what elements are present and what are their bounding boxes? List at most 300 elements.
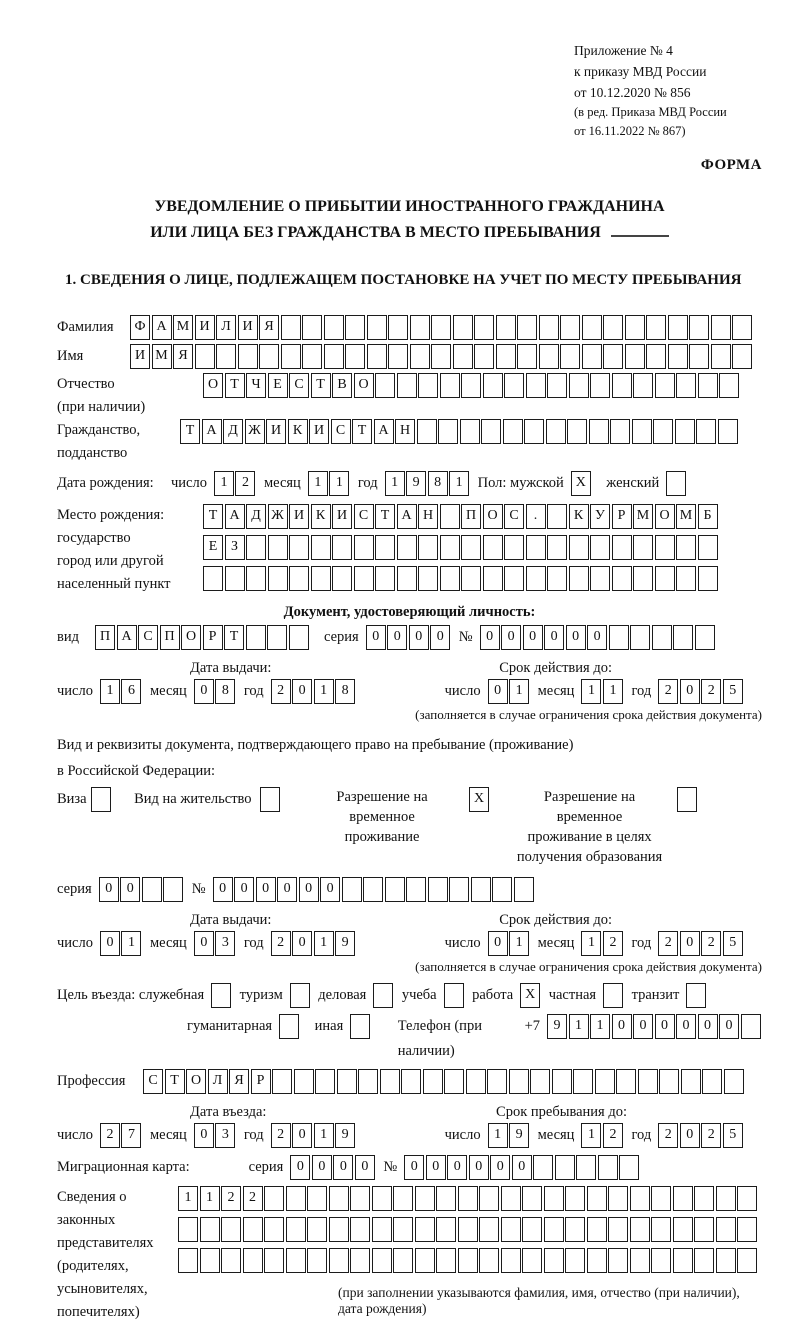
form-cell: 6: [121, 679, 141, 704]
form-cell: [633, 566, 653, 591]
form-cell: И: [266, 419, 286, 444]
migr-nomer-cells: [404, 1155, 641, 1180]
form-cell: И: [289, 504, 309, 529]
form-cell: [565, 1248, 585, 1273]
form-cell: [225, 566, 245, 591]
form-cell: [677, 787, 697, 812]
citizenship-cells: [180, 419, 739, 444]
form-cell: И: [238, 315, 258, 340]
purpose-private-checkbox: [603, 983, 625, 1008]
form-cell: [324, 344, 344, 369]
form-cell: С: [504, 504, 524, 529]
form-cell: [686, 983, 706, 1008]
form-cell: [307, 1217, 327, 1242]
form-cell: [651, 1217, 671, 1242]
form-cell: [243, 1248, 263, 1273]
form-cell: [449, 877, 469, 902]
form-cell: [268, 566, 288, 591]
form-cell: [474, 344, 494, 369]
form-cell: [268, 535, 288, 560]
form-cell: 9: [335, 931, 355, 956]
form-cell: 5: [723, 679, 743, 704]
form-cell: [547, 566, 567, 591]
rvp-education-option: [511, 787, 699, 867]
form-cell: [350, 1248, 370, 1273]
form-cell: 0: [612, 1014, 632, 1039]
form-cell: 5: [723, 931, 743, 956]
phone-prefix: +7: [524, 1018, 540, 1034]
form-cell: [569, 566, 589, 591]
form-cell: [350, 1186, 370, 1211]
form-cell: Ж: [245, 419, 265, 444]
form-cell: Я: [173, 344, 193, 369]
year-label: год: [631, 935, 652, 951]
form-cell: 0: [430, 625, 450, 650]
doc-dates-row: [57, 679, 762, 704]
form-cell: [504, 566, 524, 591]
permit-issue-date-label: Дата выдачи:: [190, 912, 272, 928]
form-cell: [393, 1217, 413, 1242]
form-cell: 0: [194, 1123, 214, 1148]
form-cell: [397, 373, 417, 398]
form-cell: 2: [701, 931, 721, 956]
patronymic-row: [57, 373, 762, 419]
form-cell: [267, 625, 287, 650]
form-cell: 0: [698, 1014, 718, 1039]
permit-valid-day-cells: [488, 931, 531, 956]
form-cell: 1: [214, 471, 234, 496]
form-cell: Е: [203, 535, 223, 560]
form-cell: [289, 566, 309, 591]
form-cell: [444, 983, 464, 1008]
form-cell: [612, 566, 632, 591]
form-cell: 2: [271, 931, 291, 956]
form-cell: С: [331, 419, 351, 444]
form-cell: [221, 1248, 241, 1273]
form-cell: 0: [299, 877, 319, 902]
form-cell: [555, 1155, 575, 1180]
requisite-line: Приложение № 4: [574, 43, 673, 58]
form-cell: [289, 625, 309, 650]
id-document-heading: Документ, удостоверяющий личность:: [283, 604, 536, 620]
form-cell: О: [186, 1069, 206, 1094]
birth-date-row: [57, 471, 762, 496]
form-cell: [372, 1217, 392, 1242]
purpose-private-label: частная: [548, 987, 597, 1003]
doc-type-cells: [95, 625, 310, 650]
year-label: год: [631, 1127, 652, 1143]
form-cell: [651, 1248, 671, 1273]
form-cell: А: [225, 504, 245, 529]
purpose-business-checkbox: [373, 983, 395, 1008]
purpose-official-label: Цель въезда: служебная: [57, 987, 205, 1003]
form-cell: [279, 1014, 299, 1039]
form-cell: X: [520, 983, 540, 1008]
form-cell: [630, 625, 650, 650]
permit-valid-month-cells: [581, 931, 624, 956]
form-cell: 0: [490, 1155, 510, 1180]
form-cell: Т: [224, 625, 244, 650]
birthplace-cells-row3: [203, 566, 719, 591]
form-cell: [666, 471, 686, 496]
name-label: Имя: [57, 348, 84, 364]
doc-nomer-cells: [480, 625, 717, 650]
form-cell: Я: [229, 1069, 249, 1094]
representatives-cells-block: [178, 1186, 762, 1317]
form-cell: [375, 373, 395, 398]
form-cell: [698, 535, 718, 560]
form-cell: [517, 315, 537, 340]
form-cell: [367, 344, 387, 369]
representatives-cells-row2: [178, 1217, 762, 1242]
form-cell: [487, 1069, 507, 1094]
name-cells: [130, 344, 754, 369]
residence-doc-types-row: [57, 787, 762, 867]
residence-doc-line1: Вид и реквизиты документа, подтверждающего право на пребывание (проживание): [57, 737, 574, 753]
form-cell: [565, 1217, 585, 1242]
form-cell: Ж: [268, 504, 288, 529]
form-cell: 2: [603, 931, 623, 956]
form-cell: О: [655, 504, 675, 529]
form-cell: [609, 625, 629, 650]
form-cell: [560, 315, 580, 340]
form-cell: [417, 419, 437, 444]
form-cell: П: [160, 625, 180, 650]
form-cell: [375, 566, 395, 591]
form-cell: [440, 535, 460, 560]
rvp-label: Разрешение на временное проживание: [336, 789, 428, 845]
form-cell: [526, 373, 546, 398]
form-cell: 1: [200, 1186, 220, 1211]
year-label: год: [631, 683, 652, 699]
form-cell: [345, 344, 365, 369]
form-cell: [689, 344, 709, 369]
form-cell: [653, 419, 673, 444]
form-cell: [329, 1217, 349, 1242]
form-cell: П: [95, 625, 115, 650]
form-cell: З: [225, 535, 245, 560]
birth-date-label: Дата рождения:: [57, 475, 154, 491]
form-cell: [483, 535, 503, 560]
form-cell: 2: [271, 679, 291, 704]
form-cell: [372, 1248, 392, 1273]
form-cell: 0: [523, 625, 543, 650]
form-cell: [517, 344, 537, 369]
form-cell: 0: [292, 1123, 312, 1148]
form-cell: [544, 1248, 564, 1273]
day-label: число: [171, 475, 207, 491]
form-cell: [423, 1069, 443, 1094]
form-cell: [178, 1217, 198, 1242]
form-cell: [221, 1217, 241, 1242]
form-cell: Т: [203, 504, 223, 529]
form-cell: [668, 315, 688, 340]
form-cell: 2: [271, 1123, 291, 1148]
form-cell: 0: [587, 625, 607, 650]
form-cell: [461, 535, 481, 560]
doc-issue-date-label: Дата выдачи:: [190, 660, 272, 676]
migration-card-row: [57, 1155, 762, 1180]
form-cell: [598, 1155, 618, 1180]
doc-issue-year-cells: [271, 679, 357, 704]
year-label: год: [243, 1127, 264, 1143]
day-label: число: [57, 683, 93, 699]
form-cell: [286, 1248, 306, 1273]
form-cell: [461, 373, 481, 398]
year-label: год: [243, 935, 264, 951]
form-cell: [569, 535, 589, 560]
form-cell: [694, 1217, 714, 1242]
sex-male-checkbox: [571, 471, 593, 496]
form-cell: [603, 315, 623, 340]
form-cell: [354, 535, 374, 560]
form-cell: [595, 1069, 615, 1094]
form-cell: [694, 1248, 714, 1273]
form-cell: [716, 1248, 736, 1273]
visit-purpose-row: [57, 983, 762, 1008]
form-cell: [461, 566, 481, 591]
doc-valid-month-cells: [581, 679, 624, 704]
form-cell: [401, 1069, 421, 1094]
form-cell: [246, 566, 266, 591]
form-cell: [373, 983, 393, 1008]
residence-permit-checkbox: [260, 787, 282, 812]
form-cell: С: [143, 1069, 163, 1094]
residence-permit-option: [134, 787, 281, 812]
form-cell: И: [309, 419, 329, 444]
form-cell: [372, 1186, 392, 1211]
form-cell: П: [461, 504, 481, 529]
form-cell: [737, 1217, 757, 1242]
form-cell: [522, 1217, 542, 1242]
permit-nomer-cells: [213, 877, 536, 902]
form-cell: [460, 419, 480, 444]
form-cell: Я: [259, 315, 279, 340]
form-cell: [547, 535, 567, 560]
birthplace-cells-row1: [203, 504, 719, 529]
form-cell: 1: [385, 471, 405, 496]
form-cell: [329, 1248, 349, 1273]
visa-checkbox: [91, 787, 113, 812]
form-cell: [178, 1248, 198, 1273]
form-cell: [428, 877, 448, 902]
form-cell: [504, 535, 524, 560]
entry-date-label: Дата въезда:: [190, 1104, 267, 1120]
form-cell: [503, 419, 523, 444]
form-cell: [539, 344, 559, 369]
permit-valid-year-cells: [658, 931, 744, 956]
form-cell: [696, 419, 716, 444]
doc-valid-note: (заполняется в случае ограничения срока действия документа): [415, 707, 762, 722]
form-cell: 0: [256, 877, 276, 902]
form-cell: [238, 344, 258, 369]
form-cell: 0: [234, 877, 254, 902]
form-cell: 0: [277, 877, 297, 902]
form-cell: 9: [335, 1123, 355, 1148]
birthplace-cells-row2: [203, 535, 719, 560]
form-cell: [589, 419, 609, 444]
entry-month-cells: [194, 1123, 237, 1148]
doc-valid-day-cells: [488, 679, 531, 704]
form-cell: [496, 344, 516, 369]
representatives-note: (при заполнении указываются фамилия, имя, отчество (при наличии), дата рождения): [338, 1285, 740, 1316]
form-cell: [547, 504, 567, 529]
doc-dates-head: [57, 660, 762, 677]
form-cell: О: [203, 373, 223, 398]
form-cell: [311, 535, 331, 560]
form-cell: [410, 315, 430, 340]
form-cell: 1: [314, 679, 334, 704]
form-cell: [587, 1217, 607, 1242]
form-cell: [522, 1186, 542, 1211]
form-cell: [501, 1248, 521, 1273]
form-cell: [195, 344, 215, 369]
form-cell: [259, 344, 279, 369]
form-cell: [406, 877, 426, 902]
form-cell: У: [590, 504, 610, 529]
form-cell: К: [569, 504, 589, 529]
doc-valid-year-cells: [658, 679, 744, 704]
form-cell: Т: [375, 504, 395, 529]
form-cell: [689, 315, 709, 340]
form-cell: [307, 1248, 327, 1273]
form-cell: [638, 1069, 658, 1094]
form-cell: 2: [658, 1123, 678, 1148]
form-cell: 0: [480, 625, 500, 650]
birthplace-label: Место рождения: государство город или другой населенный пункт: [57, 507, 171, 592]
form-cell: Д: [246, 504, 266, 529]
form-cell: [492, 877, 512, 902]
form-cell: [290, 983, 310, 1008]
form-cell: О: [354, 373, 374, 398]
form-cell: [415, 1217, 435, 1242]
month-label: месяц: [537, 935, 575, 951]
form-cell: А: [202, 419, 222, 444]
form-cell: [560, 344, 580, 369]
form-cell: С: [354, 504, 374, 529]
form-cell: 3: [215, 1123, 235, 1148]
form-cell: [711, 315, 731, 340]
form-cell: 2: [235, 471, 255, 496]
rvp-checkbox: [469, 787, 491, 812]
form-cell: [524, 419, 544, 444]
form-cell: [737, 1186, 757, 1211]
day-label: число: [444, 1127, 481, 1143]
form-cell: [659, 1069, 679, 1094]
form-cell: 1: [100, 679, 120, 704]
day-label: число: [57, 1127, 93, 1143]
form-cell: 0: [292, 931, 312, 956]
form-cell: [533, 1155, 553, 1180]
form-cell: 2: [658, 931, 678, 956]
form-cell: [200, 1217, 220, 1242]
form-cell: [345, 315, 365, 340]
form-cell: [440, 373, 460, 398]
form-cell: [737, 1248, 757, 1273]
residence-doc-line2: в Российской Федерации:: [57, 763, 216, 779]
form-cell: 0: [544, 625, 564, 650]
form-cell: [608, 1248, 628, 1273]
form-cell: И: [332, 504, 352, 529]
form-cell: [264, 1186, 284, 1211]
purpose-business-label: деловая: [318, 987, 367, 1003]
form-cell: 2: [701, 1123, 721, 1148]
form-cell: [418, 566, 438, 591]
form-cell: 0: [290, 1155, 310, 1180]
form-cell: 2: [701, 679, 721, 704]
form-cell: [440, 566, 460, 591]
form-cell: [243, 1217, 263, 1242]
form-cell: [673, 625, 693, 650]
form-cell: [655, 535, 675, 560]
form-cell: [393, 1186, 413, 1211]
form-cell: В: [332, 373, 352, 398]
form-cell: Д: [223, 419, 243, 444]
form-cell: [458, 1186, 478, 1211]
form-cell: [479, 1248, 499, 1273]
patronymic-label: Отчество (при наличии): [57, 376, 146, 415]
form-cell: Р: [251, 1069, 271, 1094]
profession-label: Профессия: [57, 1073, 126, 1089]
permit-issue-month-cells: [194, 931, 237, 956]
form-cell: [260, 787, 280, 812]
requisite-line-edition: от 16.11.2022 № 867): [574, 124, 686, 138]
form-cell: [509, 1069, 529, 1094]
form-cell: Р: [612, 504, 632, 529]
birthplace-cells-block: [203, 504, 719, 591]
form-cell: К: [311, 504, 331, 529]
form-cell: [552, 1069, 572, 1094]
purpose-study-checkbox: [444, 983, 466, 1008]
form-cell: [573, 1069, 593, 1094]
form-cell: [436, 1217, 456, 1242]
form-cell: [681, 1069, 701, 1094]
form-cell: [646, 344, 666, 369]
form-cell: 0: [501, 625, 521, 650]
form-cell: [676, 566, 696, 591]
form-cell: [630, 1186, 650, 1211]
order-requisites: [574, 40, 762, 141]
form-cell: [436, 1248, 456, 1273]
form-cell: 0: [426, 1155, 446, 1180]
form-cell: [668, 344, 688, 369]
form-cell: 0: [655, 1014, 675, 1039]
form-cell: [415, 1248, 435, 1273]
permit-valid-until-label: Срок действия до:: [499, 912, 612, 928]
form-cell: [380, 1069, 400, 1094]
form-cell: [289, 535, 309, 560]
form-cell: [332, 535, 352, 560]
purpose-other-label: иная: [314, 1018, 344, 1034]
form-cell: 0: [333, 1155, 353, 1180]
purpose-tourism-label: туризм: [239, 987, 283, 1003]
entry-day-cells: [100, 1123, 143, 1148]
form-cell: Р: [203, 625, 223, 650]
form-cell: С: [289, 373, 309, 398]
form-cell: [458, 1217, 478, 1242]
form-cell: 8: [428, 471, 448, 496]
form-cell: 5: [723, 1123, 743, 1148]
permit-valid-note: (заполняется в случае ограничения срока действия документа): [415, 959, 762, 974]
profession-cells: [143, 1069, 745, 1094]
form-cell: [418, 373, 438, 398]
form-cell: 1: [488, 1123, 508, 1148]
form-cell: [307, 1186, 327, 1211]
form-cell: 2: [603, 1123, 623, 1148]
citizenship-label: Гражданство, подданство: [57, 422, 141, 461]
form-cell: [415, 1186, 435, 1211]
form-cell: 0: [292, 679, 312, 704]
